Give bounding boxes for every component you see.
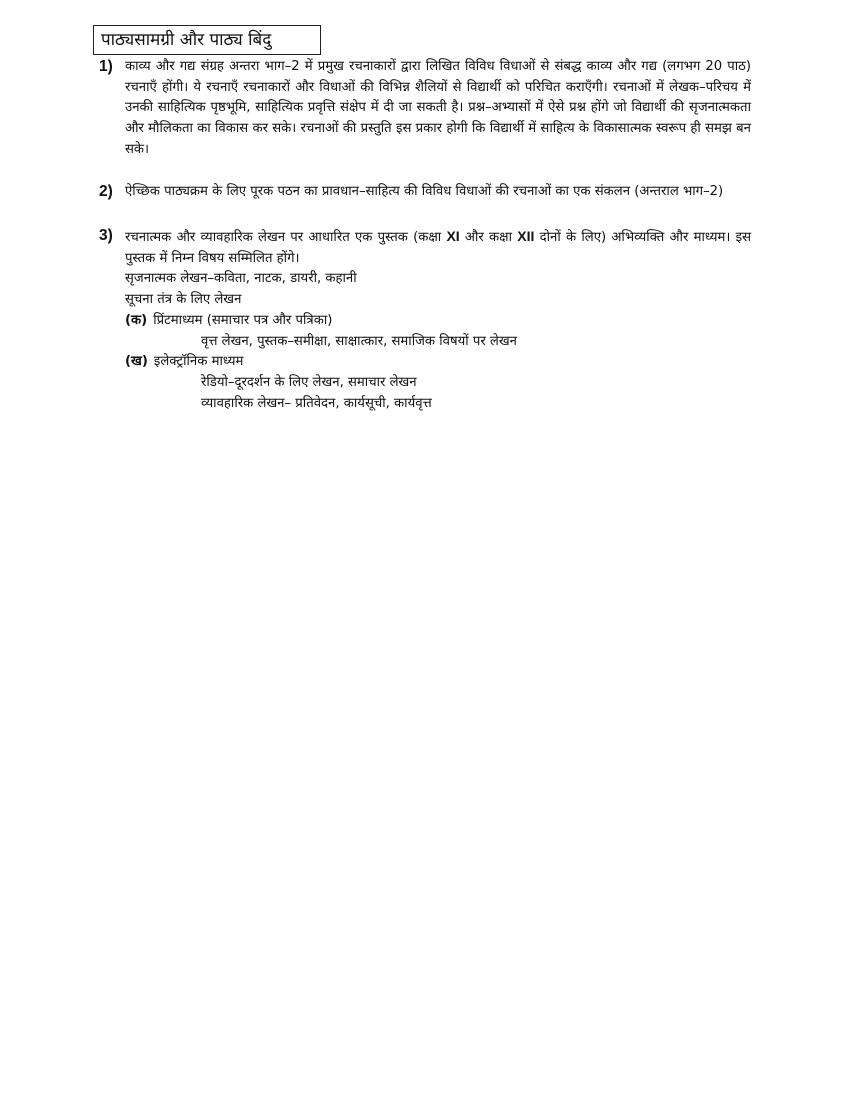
class-xii-label: XII xyxy=(517,228,535,244)
section-heading: पाठ्यसामग्री और पाठ्य बिंदु xyxy=(93,25,321,55)
sub-item-label: इलेक्ट्रॉनिक माध्यम xyxy=(153,354,244,370)
class-xi-label: XI xyxy=(446,228,460,244)
item-number: 3) xyxy=(99,227,113,244)
item-number: 1) xyxy=(99,58,113,75)
sub-item-marker: (ख) xyxy=(125,354,148,370)
sub-item-detail: वृत्त लेखन, पुस्तक–समीक्षा, साक्षात्कार, समाजिक विषयों पर लेखन xyxy=(201,333,517,349)
item-intro-text xyxy=(125,226,751,269)
sub-item-label: प्रिंटमाध्यम (समाचार पत्र और पत्रिका) xyxy=(153,312,333,328)
item-text: ऐच्छिक पाठ्यक्रम के लिए पूरक पठन का प्रावधान–साहित्य की विविध विधाओं की रचनाओं का एक संकलन (अन्तराल भाग–2) xyxy=(125,184,724,199)
sub-item-detail: रेडियो–दूरदर्शन के लिए लेखन, समाचार लेखन xyxy=(201,374,417,390)
list-item-3 xyxy=(99,226,751,414)
media-writing-line: सूचना तंत्र के लिए लेखन xyxy=(125,292,242,308)
sub-item-detail: व्यावहारिक लेखन– प्रतिवेदन, कार्यसूची, कार्यवृत्त xyxy=(201,395,432,411)
list-item-2 xyxy=(99,182,751,203)
item-number: 2) xyxy=(99,183,113,200)
sub-item-kha xyxy=(125,352,751,373)
sub-item-ka xyxy=(125,311,751,332)
creative-writing-line: सृजनात्मक लेखन–कविता, नाटक, डायरी, कहानी xyxy=(125,271,357,287)
item-text: काव्य और गद्य संग्रह अन्तरा भाग–2 में प्रमुख रचनाकारों द्वारा लिखित विविध विधाओं से संबद्ध काव्य और गद्य (लगभग 20 पाठ) रचनाएँ होंगी। ये रचनाएँ रचनाकारों और विधाओं की विभिन्न शैलियों से विद्यार्थी को परिचित कराएँगी। रचनाओं में लेखक–परिचय में उनकी साहित्यिक पृष्ठभूमि, साहित्यिक प्रवृत्ति संक्षेप में दी जा सकती है। प्रश्न–अभ्यासों में ऐसे प्रश्न होंगे जो विद्यार्थी की सृजनात्मकता और मौलिकता का विकास कर सके। रचनाओं की प्रस्तुति इस प्रकार होगी कि विद्यार्थी में साहित्य के विकासात्मक स्वरूप ही समझ बन सके। xyxy=(125,59,751,157)
intro-text-part: और कक्षा xyxy=(464,230,513,245)
sub-item-marker: (क) xyxy=(125,312,148,328)
item-content xyxy=(125,226,751,414)
intro-text-part: रचनात्मक और व्यावहारिक लेखन पर आधारित एक पुस्तक (कक्षा xyxy=(125,230,442,245)
list-item-1 xyxy=(99,57,751,161)
intro-text-part: दोनों के लिए) अभिव्यक्ति और माध्यम। इस पुस्तक में निम्न विषय सम्मिलित होंगे। xyxy=(125,230,752,266)
